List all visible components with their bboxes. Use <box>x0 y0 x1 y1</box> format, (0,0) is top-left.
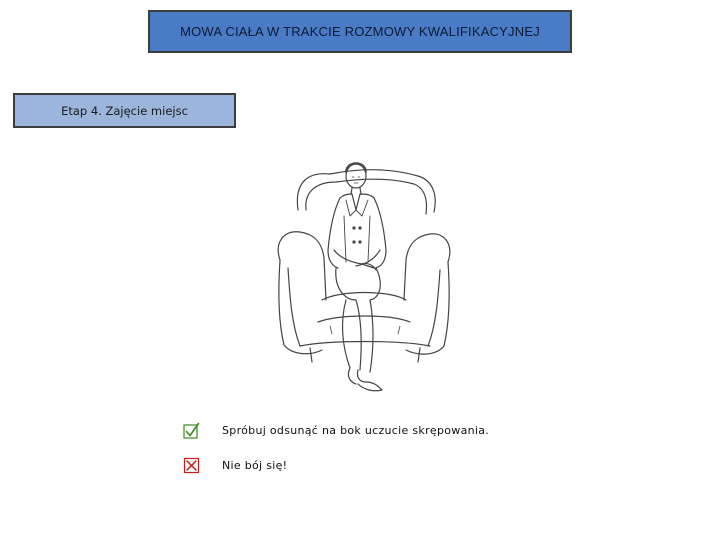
slide-title-text: MOWA CIAŁA W TRAKCIE ROZMOWY KWALIFIKACYJNEJ <box>180 24 540 39</box>
tip-negative-text: Nie bój się! <box>222 459 288 472</box>
checkbox-checked-icon <box>183 422 200 439</box>
tip-positive-text: Spróbuj odsunąć na bok uczucie skrępowania. <box>222 424 490 437</box>
tip-negative <box>183 457 287 474</box>
slide-title <box>148 10 572 53</box>
checkbox-crossed-icon <box>183 457 200 474</box>
stage-label-text: Etap 4. Zajęcie miejsc <box>61 103 188 118</box>
stage-label <box>13 93 236 128</box>
seated-woman-armchair-icon <box>270 150 460 400</box>
tip-positive <box>183 422 489 439</box>
